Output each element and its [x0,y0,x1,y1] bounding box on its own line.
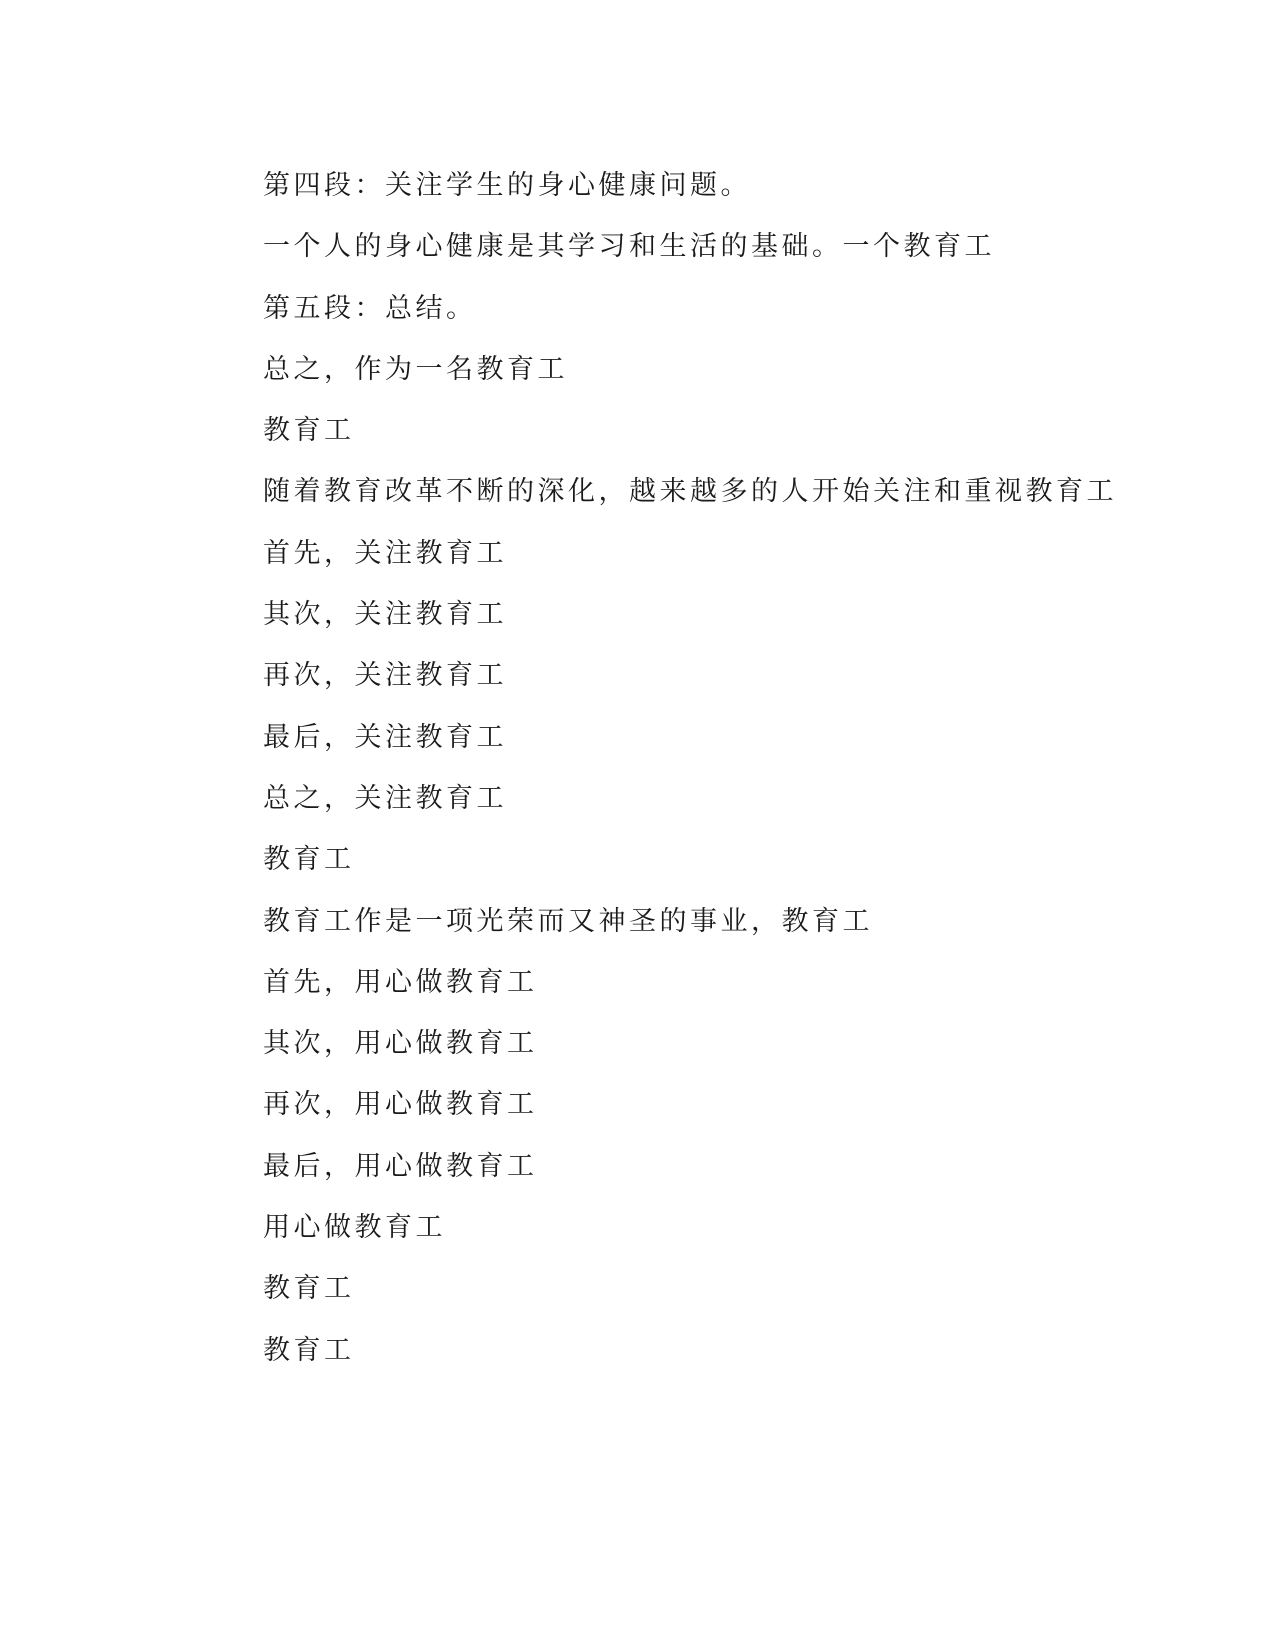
paragraph-line: 其次，用心做教育工 [263,1028,538,1060]
paragraph-line: 再次，关注教育工 [263,660,507,692]
paragraph-line: 首先，用心做教育工 [263,966,538,998]
paragraph-line: 教育工 [263,415,355,447]
paragraph-line: 其次，关注教育工 [263,599,507,631]
paragraph-heading: 第五段：总结。 [263,292,477,324]
paragraph-line: 教育工作是一项光荣而又神圣的事业，教育工 [263,905,873,937]
paragraph-line: 教育工 [263,844,355,876]
paragraph-line: 用心做教育工 [263,1212,446,1244]
paragraph-line: 最后，用心做教育工 [263,1150,538,1182]
paragraph-line: 随着教育改革不断的深化，越来越多的人开始关注和重视教育工 [263,476,1117,508]
paragraph-line: 再次，用心做教育工 [263,1089,538,1121]
paragraph-line: 首先，关注教育工 [263,537,507,569]
paragraph-line: 一个人的身心健康是其学习和生活的基础。一个教育工 [263,231,995,263]
paragraph-line: 最后，关注教育工 [263,721,507,753]
paragraph-line: 总之，关注教育工 [263,782,507,814]
document-body [263,166,1123,1392]
paragraph-line: 总之，作为一名教育工 [263,353,568,385]
paragraph-line: 教育工 [263,1273,355,1305]
paragraph-line: 教育工 [263,1334,355,1366]
paragraph-heading: 第四段：关注学生的身心健康问题。 [263,170,751,201]
